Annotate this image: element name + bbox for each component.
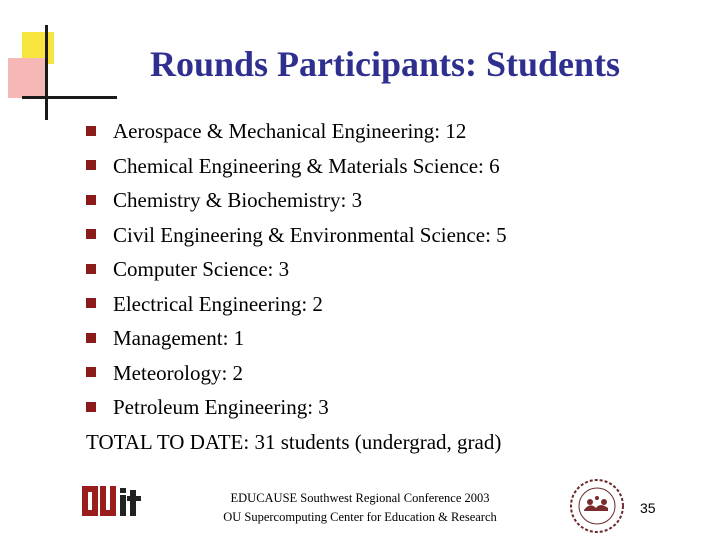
list-item-text: Civil Engineering & Environmental Science: 5 xyxy=(113,222,507,247)
list-item xyxy=(86,390,696,425)
square-bullet-icon xyxy=(86,298,99,311)
bullet-list xyxy=(86,114,696,459)
slide-title: Rounds Participants: Students xyxy=(149,44,621,84)
corner-vertical-line xyxy=(45,25,48,120)
list-item-text: Computer Science: 3 xyxy=(113,257,290,281)
slide-number: 35 xyxy=(640,500,656,516)
list-item-text: Electrical Engineering: 2 xyxy=(113,291,323,316)
ou-it-logo-icon xyxy=(80,480,144,522)
list-item-text: Meteorology: 2 xyxy=(113,360,244,385)
list-item xyxy=(86,356,696,391)
list-item xyxy=(86,287,696,322)
footer-line-2: OU Supercomputing Center for Education & Research xyxy=(223,510,497,524)
square-bullet-icon xyxy=(86,264,99,277)
list-item xyxy=(86,252,696,287)
list-item-text: Chemical Engineering & Materials Science: 6 xyxy=(113,153,500,178)
footer-line-1: EDUCAUSE Southwest Regional Conference 2003 xyxy=(230,491,490,505)
list-item xyxy=(86,149,696,184)
square-bullet-icon xyxy=(86,367,99,380)
list-item xyxy=(86,218,696,253)
list-item-text: Petroleum Engineering: 3 xyxy=(113,395,329,419)
list-item xyxy=(86,183,696,218)
total-line: TOTAL TO DATE: 31 students (undergrad, grad) xyxy=(86,429,502,454)
square-bullet-icon xyxy=(86,195,99,208)
list-item xyxy=(86,321,696,356)
square-bullet-icon xyxy=(86,126,99,139)
list-item xyxy=(86,114,696,149)
corner-horizontal-line xyxy=(22,96,117,99)
list-item-text: Chemistry & Biochemistry: 3 xyxy=(113,188,363,212)
square-bullet-icon xyxy=(86,333,99,346)
square-bullet-icon xyxy=(86,229,99,242)
square-bullet-icon xyxy=(86,402,99,415)
footer-text xyxy=(200,489,520,527)
list-item-text: Aerospace & Mechanical Engineering: 12 xyxy=(113,119,467,143)
list-item-text: Management: 1 xyxy=(113,326,245,350)
corner-pink-square xyxy=(8,58,48,98)
university-seal-icon xyxy=(568,478,626,534)
square-bullet-icon xyxy=(86,160,99,173)
